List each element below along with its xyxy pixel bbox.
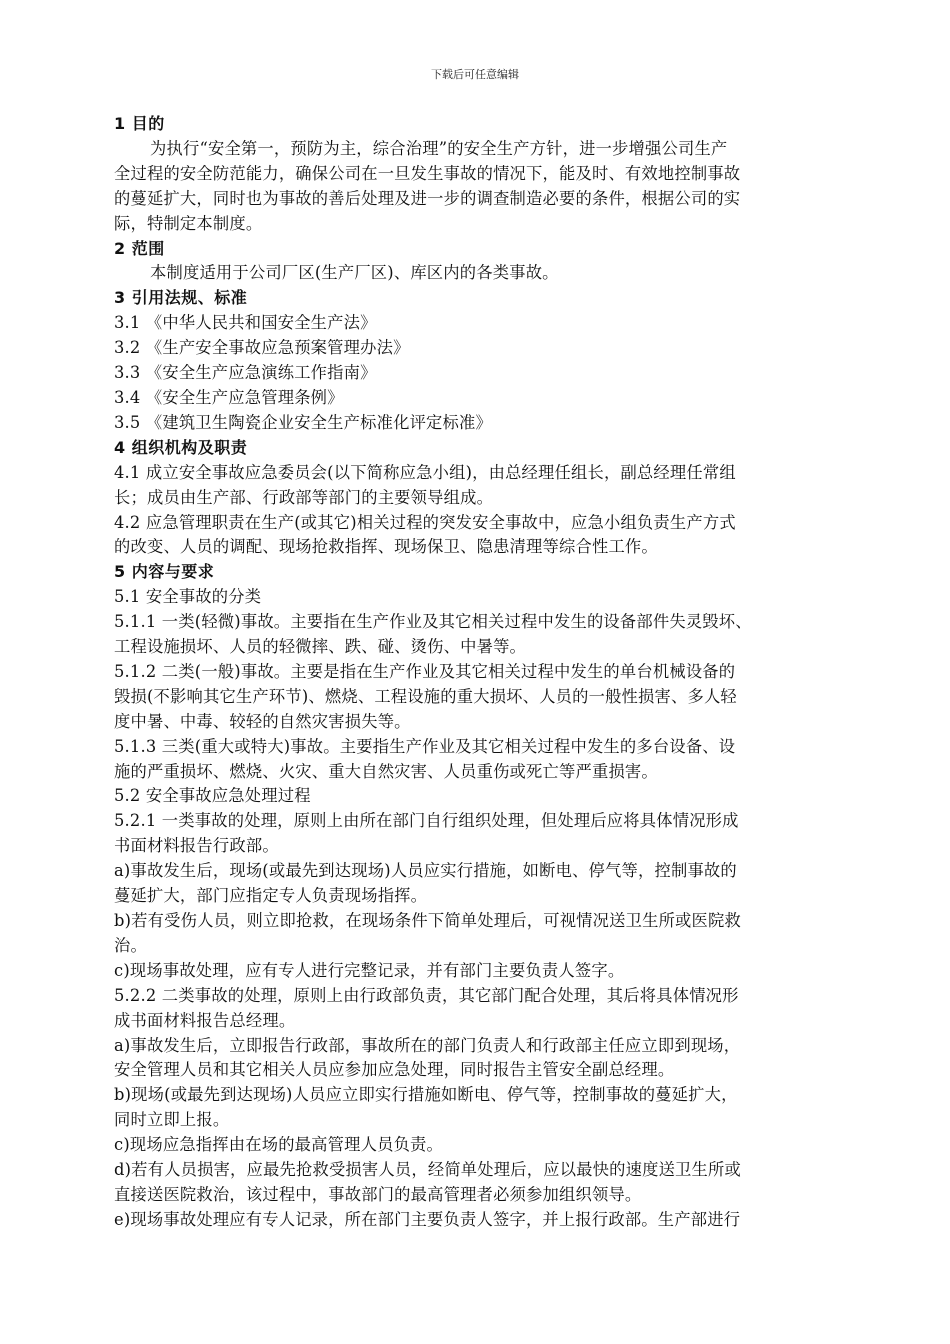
- text-line: 施的严重损坏、燃烧、火灾、重大自然灾害、人员重伤或死亡等严重损害。: [114, 761, 658, 781]
- text-line: 3.4 《安全生产应急管理条例》: [114, 387, 344, 407]
- text-line: 5.1.2 二类(一般)事故。主要是指在生产作业及其它相关过程中发生的单台机械设备的: [114, 661, 736, 681]
- text-line: 长；成员由生产部、行政部等部门的主要领导组成。: [114, 487, 494, 507]
- text-line: 毁损(不影响其它生产环节)、燃烧、工程设施的重大损坏、人员的一般性损害、多人轻: [114, 686, 737, 706]
- text-line: 4.1 成立安全事故应急委员会(以下简称应急小组)，由总经理任组长，副总经理任常组: [114, 462, 736, 482]
- text-line: 蔓延扩大，部门应指定专人负责现场指挥。: [114, 886, 428, 906]
- text-line: 同时立即上报。: [114, 1110, 230, 1130]
- text-line: b)现场(或最先到达现场)人员应立即实行措施如断电、停气等，控制事故的蔓延扩大，: [114, 1085, 738, 1105]
- text-line: 成书面材料报告总经理。: [114, 1010, 296, 1030]
- text-line: 为执行“安全第一，预防为主，综合治理”的安全生产方针，进一步增强公司生产: [150, 138, 728, 158]
- header-note: 下载后可任意编辑: [431, 68, 519, 81]
- text-line: 治。: [114, 935, 147, 955]
- section-heading: 5 内容与要求: [114, 562, 215, 582]
- text-line: 3.1 《中华人民共和国安全生产法》: [114, 313, 377, 333]
- text-line: 直接送医院救治，该过程中，事故部门的最高管理者必须参加组织领导。: [114, 1184, 642, 1204]
- text-line: 安全管理人员和其它相关人员应参加应急处理，同时报告主管安全副总经理。: [114, 1060, 675, 1080]
- text-line: 3.3 《安全生产应急演练工作指南》: [114, 363, 377, 383]
- text-line: a)事故发生后，现场(或最先到达现场)人员应实行措施，如断电、停气等，控制事故的: [114, 861, 737, 881]
- section-heading: 4 组织机构及职责: [114, 437, 248, 457]
- text-line: 4.2 应急管理职责在生产(或其它)相关过程的突发安全事故中，应急小组负责生产方式: [114, 512, 736, 532]
- text-line: c)现场事故处理，应有专人进行完整记录，并有部门主要负责人签字。: [114, 960, 625, 980]
- text-line: 度中暑、中毒、较轻的自然灾害损失等。: [114, 711, 411, 731]
- text-line: 5.2 安全事故应急处理过程: [114, 786, 311, 806]
- text-line: 本制度适用于公司厂区(生产厂区)、库区内的各类事故。: [150, 263, 559, 283]
- text-line: d)若有人员损害，应最先抢救受损害人员，经简单处理后，应以最快的速度送卫生所或: [114, 1160, 741, 1180]
- text-line: 5.1 安全事故的分类: [114, 587, 262, 607]
- section-heading: 3 引用法规、标准: [114, 288, 248, 308]
- text-line: b)若有受伤人员，则立即抢救，在现场条件下简单处理后，可视情况送卫生所或医院救: [114, 911, 741, 930]
- text-line: e)现场事故处理应有专人记录，所在部门主要负责人签字，并上报行政部。生产部进行: [114, 1209, 741, 1229]
- text-line: 际，特制定本制度。: [114, 213, 263, 233]
- text-line: a)事故发生后，立即报告行政部，事故所在的部门负责人和行政部主任应立即到现场，: [114, 1035, 741, 1055]
- text-line: 的改变、人员的调配、现场抢救指挥、现场保卫、隐患清理等综合性工作。: [114, 537, 658, 557]
- text-line: 3.5 《建筑卫生陶瓷企业安全生产标准化评定标准》: [114, 412, 492, 432]
- text-line: 5.2.2 二类事故的处理，原则上由行政部负责，其它部门配合处理，其后将具体情况形: [114, 985, 739, 1005]
- text-line: 全过程的安全防范能力，确保公司在一旦发生事故的情况下，能及时、有效地控制事故: [114, 163, 741, 183]
- text-line: 5.1.1 一类(轻微)事故。主要指在生产作业及其它相关过程中发生的设备部件失灵毁坏、: [114, 612, 752, 632]
- text-line: 的蔓延扩大，同时也为事故的善后处理及进一步的调查制造必要的条件，根据公司的实: [114, 188, 741, 208]
- section-heading: 1 目的: [114, 114, 165, 133]
- text-line: 工程设施损坏、人员的轻微摔、跌、碰、烫伤、中暑等。: [114, 637, 527, 657]
- text-line: 5.1.3 三类(重大或特大)事故。主要指生产作业及其它相关过程中发生的多台设备、设: [114, 736, 736, 756]
- section-heading: 2 范围: [114, 238, 165, 258]
- text-line: c)现场应急指挥由在场的最高管理人员负责。: [114, 1135, 444, 1155]
- text-line: 5.2.1 一类事故的处理，原则上由所在部门自行组织处理，但处理后应将具体情况形成: [114, 811, 739, 831]
- document-body: [114, 112, 864, 1233]
- text-line: 3.2 《生产安全事故应急预案管理办法》: [114, 338, 410, 358]
- text-line: 书面材料报告行政部。: [114, 836, 279, 856]
